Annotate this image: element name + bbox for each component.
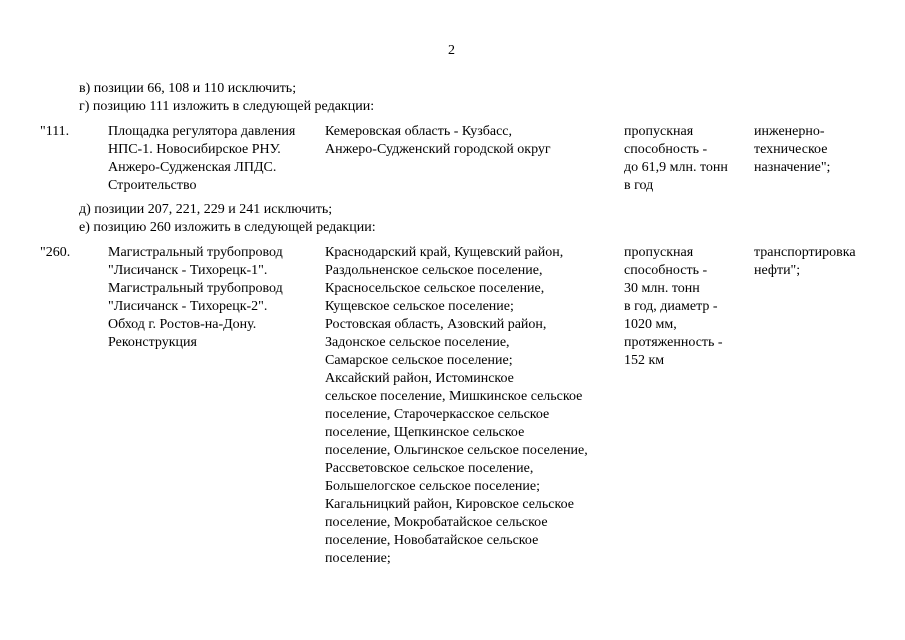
row-number: "260. xyxy=(40,245,71,260)
row-number: "111. xyxy=(40,124,70,139)
location: Краснодарский край, Кущевский район, Раздольненское сельское поселение, Красносельское сельское поселение, Кущевское сельское поселение; Ростовская область, Азовский район, Задонское сельское поселение, Самарское сельское поселение; Аксайский район, Истоминское сельское поселение, Мишкинское сельское поселение, Старочеркасское сельское поселение, Щепкинское сельское поселение, Ольгинское сельское поселение, Рассветовское сельское поселение, Большелогское сельское поселение; Кагальницкий район, Кировское сельское поселение, Мокробатайское сельское поселение, Новобатайское сельское поселение; xyxy=(325,245,588,566)
purpose: инженерно- техническое назначение"; xyxy=(754,124,831,175)
capacity: пропускная способность - 30 млн. тонн в год, диаметр - 1020 мм, протяженность - 152 км xyxy=(624,245,723,368)
object-name: Площадка регулятора давления НПС-1. Новосибирское РНУ. Анжеро-Судженская ЛПДС. Строительство xyxy=(108,124,296,193)
paragraph-e: е) позицию 260 изложить в следующей редакции: xyxy=(79,220,376,235)
location: Кемеровская область - Кузбасс, Анжеро-Судженский городской округ xyxy=(325,124,551,157)
purpose: транспортировка нефти"; xyxy=(754,245,856,278)
capacity: пропускная способность - до 61,9 млн. тонн в год xyxy=(624,124,728,193)
paragraph-v: в) позиции 66, 108 и 110 исключить; xyxy=(79,81,297,96)
paragraph-d: д) позиции 207, 221, 229 и 241 исключить; xyxy=(79,202,333,217)
paragraph-g: г) позицию 111 изложить в следующей редакции: xyxy=(79,99,375,114)
object-name: Магистральный трубопровод "Лисичанск - Тихорецк-1". Магистральный трубопровод "Лисичанск - Тихорецк-2". Обход г. Ростов-на-Дону. Реконструкция xyxy=(108,245,283,350)
page-number: 2 xyxy=(448,43,455,58)
